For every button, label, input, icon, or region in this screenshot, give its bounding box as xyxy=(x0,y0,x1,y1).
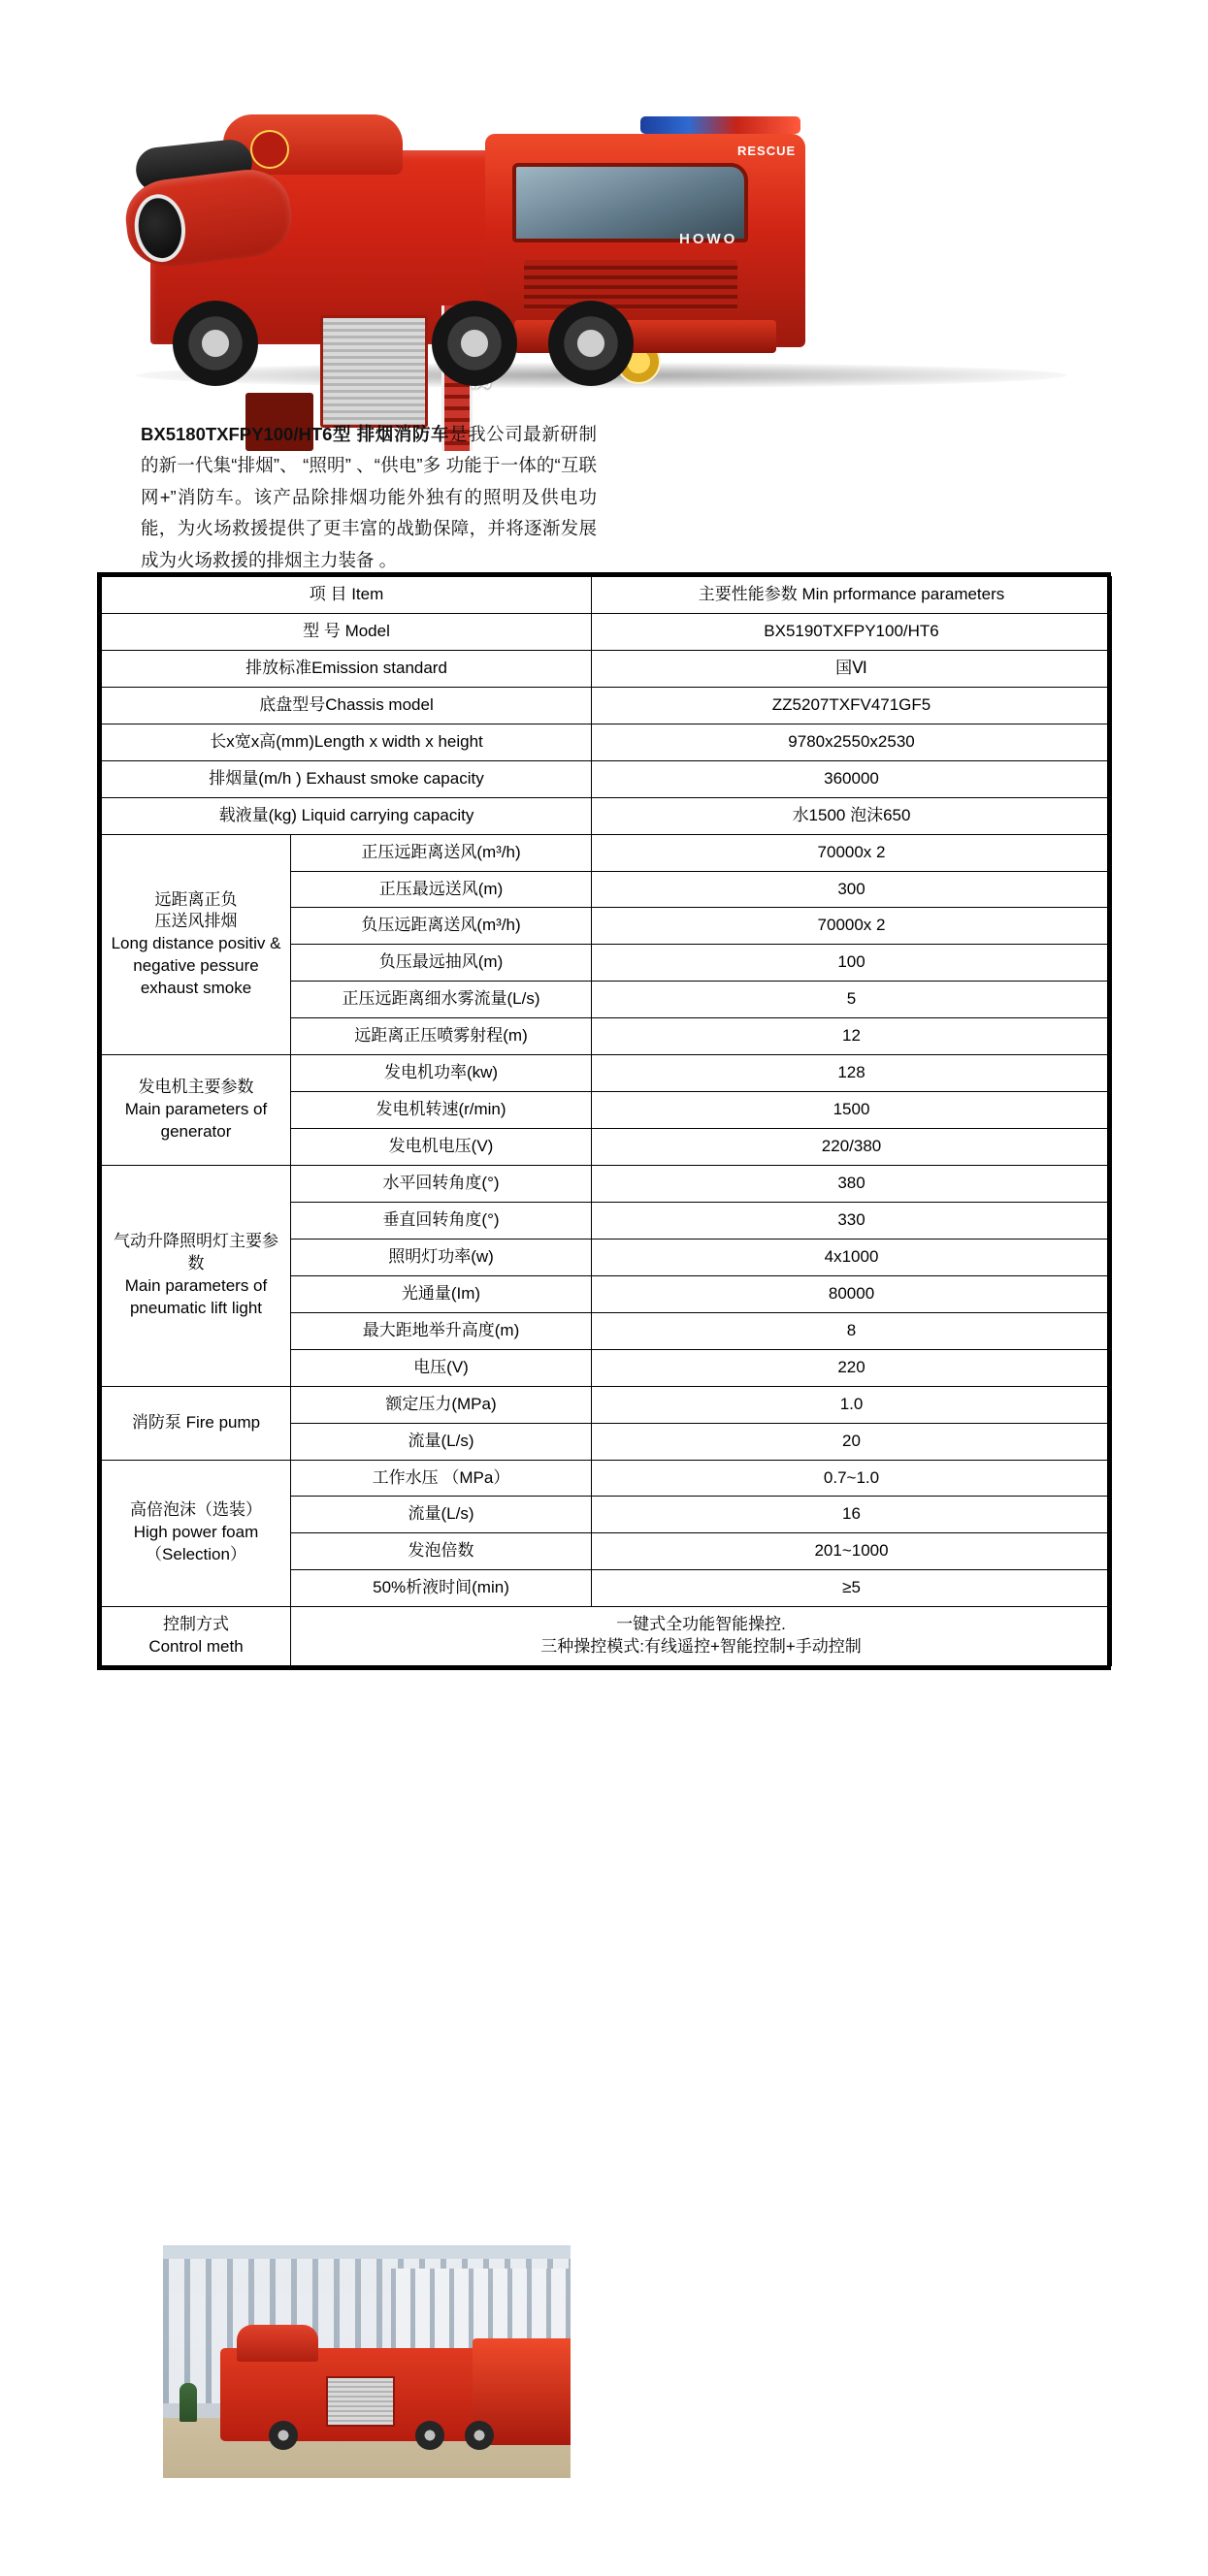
photo-wheel xyxy=(465,2421,494,2450)
control-value-line1: 一键式全功能智能操控. xyxy=(616,1615,786,1634)
row-label: 负压远距离送风(m³/h) xyxy=(291,908,592,945)
row-value: 20 xyxy=(592,1423,1112,1460)
row-label: 远距离正压喷雾射程(m) xyxy=(291,1018,592,1055)
row-value: 380 xyxy=(592,1166,1112,1203)
product-description-body: 是我公司最新研制的新一代集“排烟”、 “照明” 、“供电”多 功能于一体的“互联网+”消防车。该产品除排烟功能外独有的照明及供电功能，为火场救援提供了更丰富的战勤保障，并将逐渐发展成为火场救援的排烟主力装备 。 xyxy=(141,424,597,570)
row-value: 201~1000 xyxy=(592,1533,1112,1570)
table-row xyxy=(102,1386,1112,1423)
group-label-en: Main parameters of generator xyxy=(124,1100,268,1142)
row-value: 0.7~1.0 xyxy=(592,1460,1112,1497)
drum-badge-icon xyxy=(250,130,289,169)
row-label: 垂直回转角度(°) xyxy=(291,1202,592,1239)
row-label: 正压最远送风(m) xyxy=(291,871,592,908)
row-value: 8 xyxy=(592,1312,1112,1349)
chassis-brand-label: HOWO xyxy=(679,231,738,247)
row-value: 16 xyxy=(592,1497,1112,1533)
row-label: 正压远距离细水雾流量(L/s) xyxy=(291,982,592,1018)
row-label: 50%析液时间(min) xyxy=(291,1570,592,1607)
row-label: 水平回转角度(°) xyxy=(291,1166,592,1203)
row-label: 排放标准Emission standard xyxy=(102,650,592,687)
row-value: 220 xyxy=(592,1349,1112,1386)
product-description xyxy=(141,419,597,576)
row-value: ≥5 xyxy=(592,1570,1112,1607)
row-value: 4x1000 xyxy=(592,1239,1112,1275)
wheel-rear xyxy=(173,301,258,386)
row-label: 正压远距离送风(m³/h) xyxy=(291,834,592,871)
header-params: 主要性能参数 Min prformance parameters xyxy=(592,577,1112,614)
group-label-cn-line1: 远距离正负 xyxy=(154,889,238,909)
truck-illustration xyxy=(58,39,1155,398)
table-row xyxy=(102,834,1112,871)
table-row xyxy=(102,650,1112,687)
control-value-line2: 三种操控模式:有线遥控+智能控制+手动控制 xyxy=(540,1637,862,1657)
control-label-en: Control meth xyxy=(148,1637,244,1657)
row-label: 发电机转速(r/min) xyxy=(291,1092,592,1129)
row-value: 9780x2550x2530 xyxy=(592,724,1112,760)
photo-tree xyxy=(180,2383,197,2422)
row-label: 电压(V) xyxy=(291,1349,592,1386)
row-value: 1500 xyxy=(592,1092,1112,1129)
control-label-cn: 控制方式 xyxy=(163,1615,229,1634)
wheel-middle xyxy=(432,301,517,386)
row-value: 300 xyxy=(592,871,1112,908)
row-value: 国Ⅵ xyxy=(592,650,1112,687)
row-value: 5 xyxy=(592,982,1112,1018)
control-method-label xyxy=(102,1607,291,1666)
control-method-value xyxy=(291,1607,1112,1666)
group-label-en: Long distance positiv & negative pessure exhaust smoke xyxy=(111,934,281,998)
table-row xyxy=(102,687,1112,724)
row-value: 100 xyxy=(592,945,1112,982)
row-value: 220/380 xyxy=(592,1129,1112,1166)
row-label: 光通量(Im) xyxy=(291,1275,592,1312)
group-label-fire-pump: 消防泵 Fire pump xyxy=(102,1386,291,1460)
row-value: ZZ5207TXFV471GF5 xyxy=(592,687,1112,724)
row-label: 发电机电压(V) xyxy=(291,1129,592,1166)
table-row xyxy=(102,760,1112,797)
row-label: 发泡倍数 xyxy=(291,1533,592,1570)
row-label: 排烟量(m/h ) Exhaust smoke capacity xyxy=(102,760,592,797)
row-value: 12 xyxy=(592,1018,1112,1055)
row-label: 流量(L/s) xyxy=(291,1423,592,1460)
row-label: 负压最远抽风(m) xyxy=(291,945,592,982)
group-label-exhaust xyxy=(102,834,291,1055)
group-label-cn-line2: 压送风排烟 xyxy=(154,912,238,931)
group-label-cn: 高倍泡沫（选装） xyxy=(130,1500,262,1520)
wheel-front xyxy=(548,301,634,386)
row-value: 128 xyxy=(592,1055,1112,1092)
header-item: 项 目 Item xyxy=(102,577,592,614)
group-label-en: High power foam（Selection） xyxy=(133,1523,259,1564)
emergency-light-bar xyxy=(640,116,800,134)
group-label-foam xyxy=(102,1460,291,1607)
group-label-cn: 气动升降照明灯主要参数 xyxy=(114,1232,278,1273)
row-value: 70000x 2 xyxy=(592,834,1112,871)
row-label: 工作水压 （MPa） xyxy=(291,1460,592,1497)
photo-truck-shutter xyxy=(326,2376,395,2427)
table-row xyxy=(102,1055,1112,1092)
photo-truck-exhaust-drum xyxy=(237,2325,318,2362)
specification-table xyxy=(97,572,1111,1670)
group-label-en: Main parameters of pneumatic lift light xyxy=(124,1276,268,1318)
row-value: 360000 xyxy=(592,760,1112,797)
table-row xyxy=(102,1460,1112,1497)
group-label-generator xyxy=(102,1055,291,1166)
row-label: 载液量(kg) Liquid carrying capacity xyxy=(102,797,592,834)
table-row xyxy=(102,1166,1112,1203)
row-label: 底盘型号Chassis model xyxy=(102,687,592,724)
row-value: 1.0 xyxy=(592,1386,1112,1423)
row-label: 发电机功率(kw) xyxy=(291,1055,592,1092)
row-label: 流量(L/s) xyxy=(291,1497,592,1533)
row-label: 额定压力(MPa) xyxy=(291,1386,592,1423)
rescue-label: RESCUE xyxy=(737,144,797,158)
table-row xyxy=(102,613,1112,650)
group-label-lift-light xyxy=(102,1166,291,1387)
row-label: 最大距地举升高度(m) xyxy=(291,1312,592,1349)
cab-grille xyxy=(524,260,737,310)
row-value: BX5190TXFPY100/HT6 xyxy=(592,613,1112,650)
group-label-cn: 发电机主要参数 xyxy=(138,1078,254,1097)
row-value: 330 xyxy=(592,1202,1112,1239)
truck-cab xyxy=(485,134,805,347)
fan-intake-icon xyxy=(131,191,189,265)
row-value: 80000 xyxy=(592,1275,1112,1312)
product-photo xyxy=(163,2245,571,2478)
table-header-row xyxy=(102,577,1112,614)
row-label: 照明灯功率(w) xyxy=(291,1239,592,1275)
rear-roller-shutter xyxy=(320,315,428,428)
table-row xyxy=(102,724,1112,760)
product-model-title: BX5180TXFPY100/HT6型 排烟消防车 xyxy=(141,424,450,444)
table-row-control xyxy=(102,1607,1112,1666)
table-row xyxy=(102,797,1112,834)
row-value: 水1500 泡沫650 xyxy=(592,797,1112,834)
row-label: 型 号 Model xyxy=(102,613,592,650)
row-value: 70000x 2 xyxy=(592,908,1112,945)
row-label: 长x宽x高(mm)Length x width x height xyxy=(102,724,592,760)
hero-image xyxy=(0,0,1208,417)
